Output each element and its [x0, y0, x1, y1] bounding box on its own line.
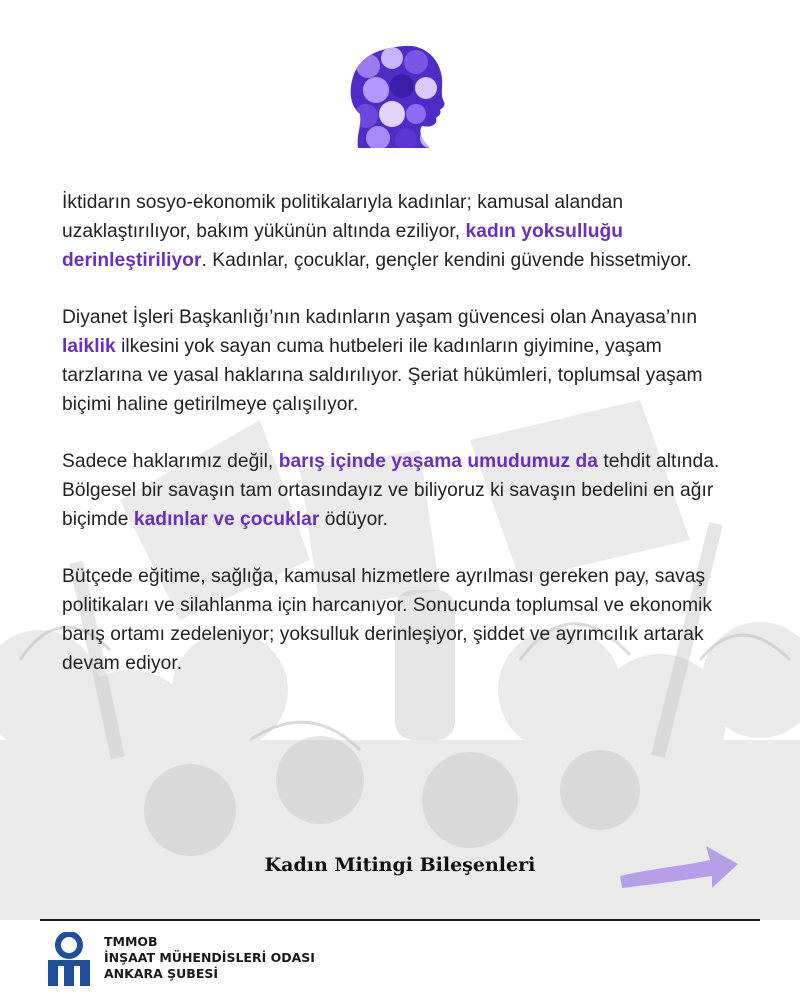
paragraph [62, 188, 742, 275]
org-line-1: TMMOB [104, 934, 158, 949]
org-line-2: İNŞAAT MÜHENDİSLERİ ODASI [104, 950, 315, 965]
paragraph [62, 447, 742, 534]
imo-logo-icon [44, 932, 94, 986]
footer-divider [40, 919, 760, 921]
right-arrow-icon[interactable] [614, 838, 744, 900]
highlighted-text: kadınlar ve çocuklar [133, 509, 320, 530]
body-text: Diyanet İşleri Başkanlığı’nın kadınların yaşam güvencesi olan Anayasa’nın [62, 307, 698, 328]
body-text: . Kadınlar, çocuklar, gençler kendini güvende hissetmiyor. [201, 250, 692, 271]
paragraph [62, 562, 742, 678]
woman-profile-icon [346, 42, 452, 150]
highlighted-text: laiklik [62, 336, 116, 357]
signature: Kadın Mitingi Bileşenleri [264, 854, 536, 876]
body-text: İktidarın sosyo-ekonomik politikalarıyla kadınlar; kamusal alandan uzaklaştırılıyor, bakım yükünün altında eziliyor, [62, 192, 624, 242]
org-line-3: ANKARA ŞUBESİ [104, 966, 219, 981]
body-text: Sadece haklarımız değil, [62, 451, 279, 472]
statement-text [62, 188, 742, 706]
highlighted-text: barış içinde yaşama umudumuz da [278, 451, 598, 472]
paragraph [62, 303, 742, 419]
body-text: Bütçede eğitime, sağlığa, kamusal hizmetlere ayrılması gereken pay, savaş politikaları ve silahlanma için harcanıyor. Sonucunda toplumsal ve ekonomik barış ortamı zedeleniyor; yoksulluk derinleşiyor, şiddet ve ayrımcılık artarak devam ediyor. [62, 566, 713, 674]
highlighted-text: kadın yoksulluğu derinleştiriliyor [62, 221, 624, 271]
organization-name [104, 934, 315, 982]
body-text: tehdit altında. Bölgesel bir savaşın tam ortasındayız ve biliyoruz ki savaşın bedelini en ağır biçimde [62, 451, 720, 530]
body-text: ilkesini yok sayan cuma hutbeleri ile kadınların giyimine, yaşam tarzlarına ve yasal haklarına saldırılıyor. Şeriat hükümleri, toplumsal yaşam biçimi haline getirilmeye çalışılıyor. [62, 336, 703, 415]
body-text: ödüyor. [319, 509, 389, 530]
